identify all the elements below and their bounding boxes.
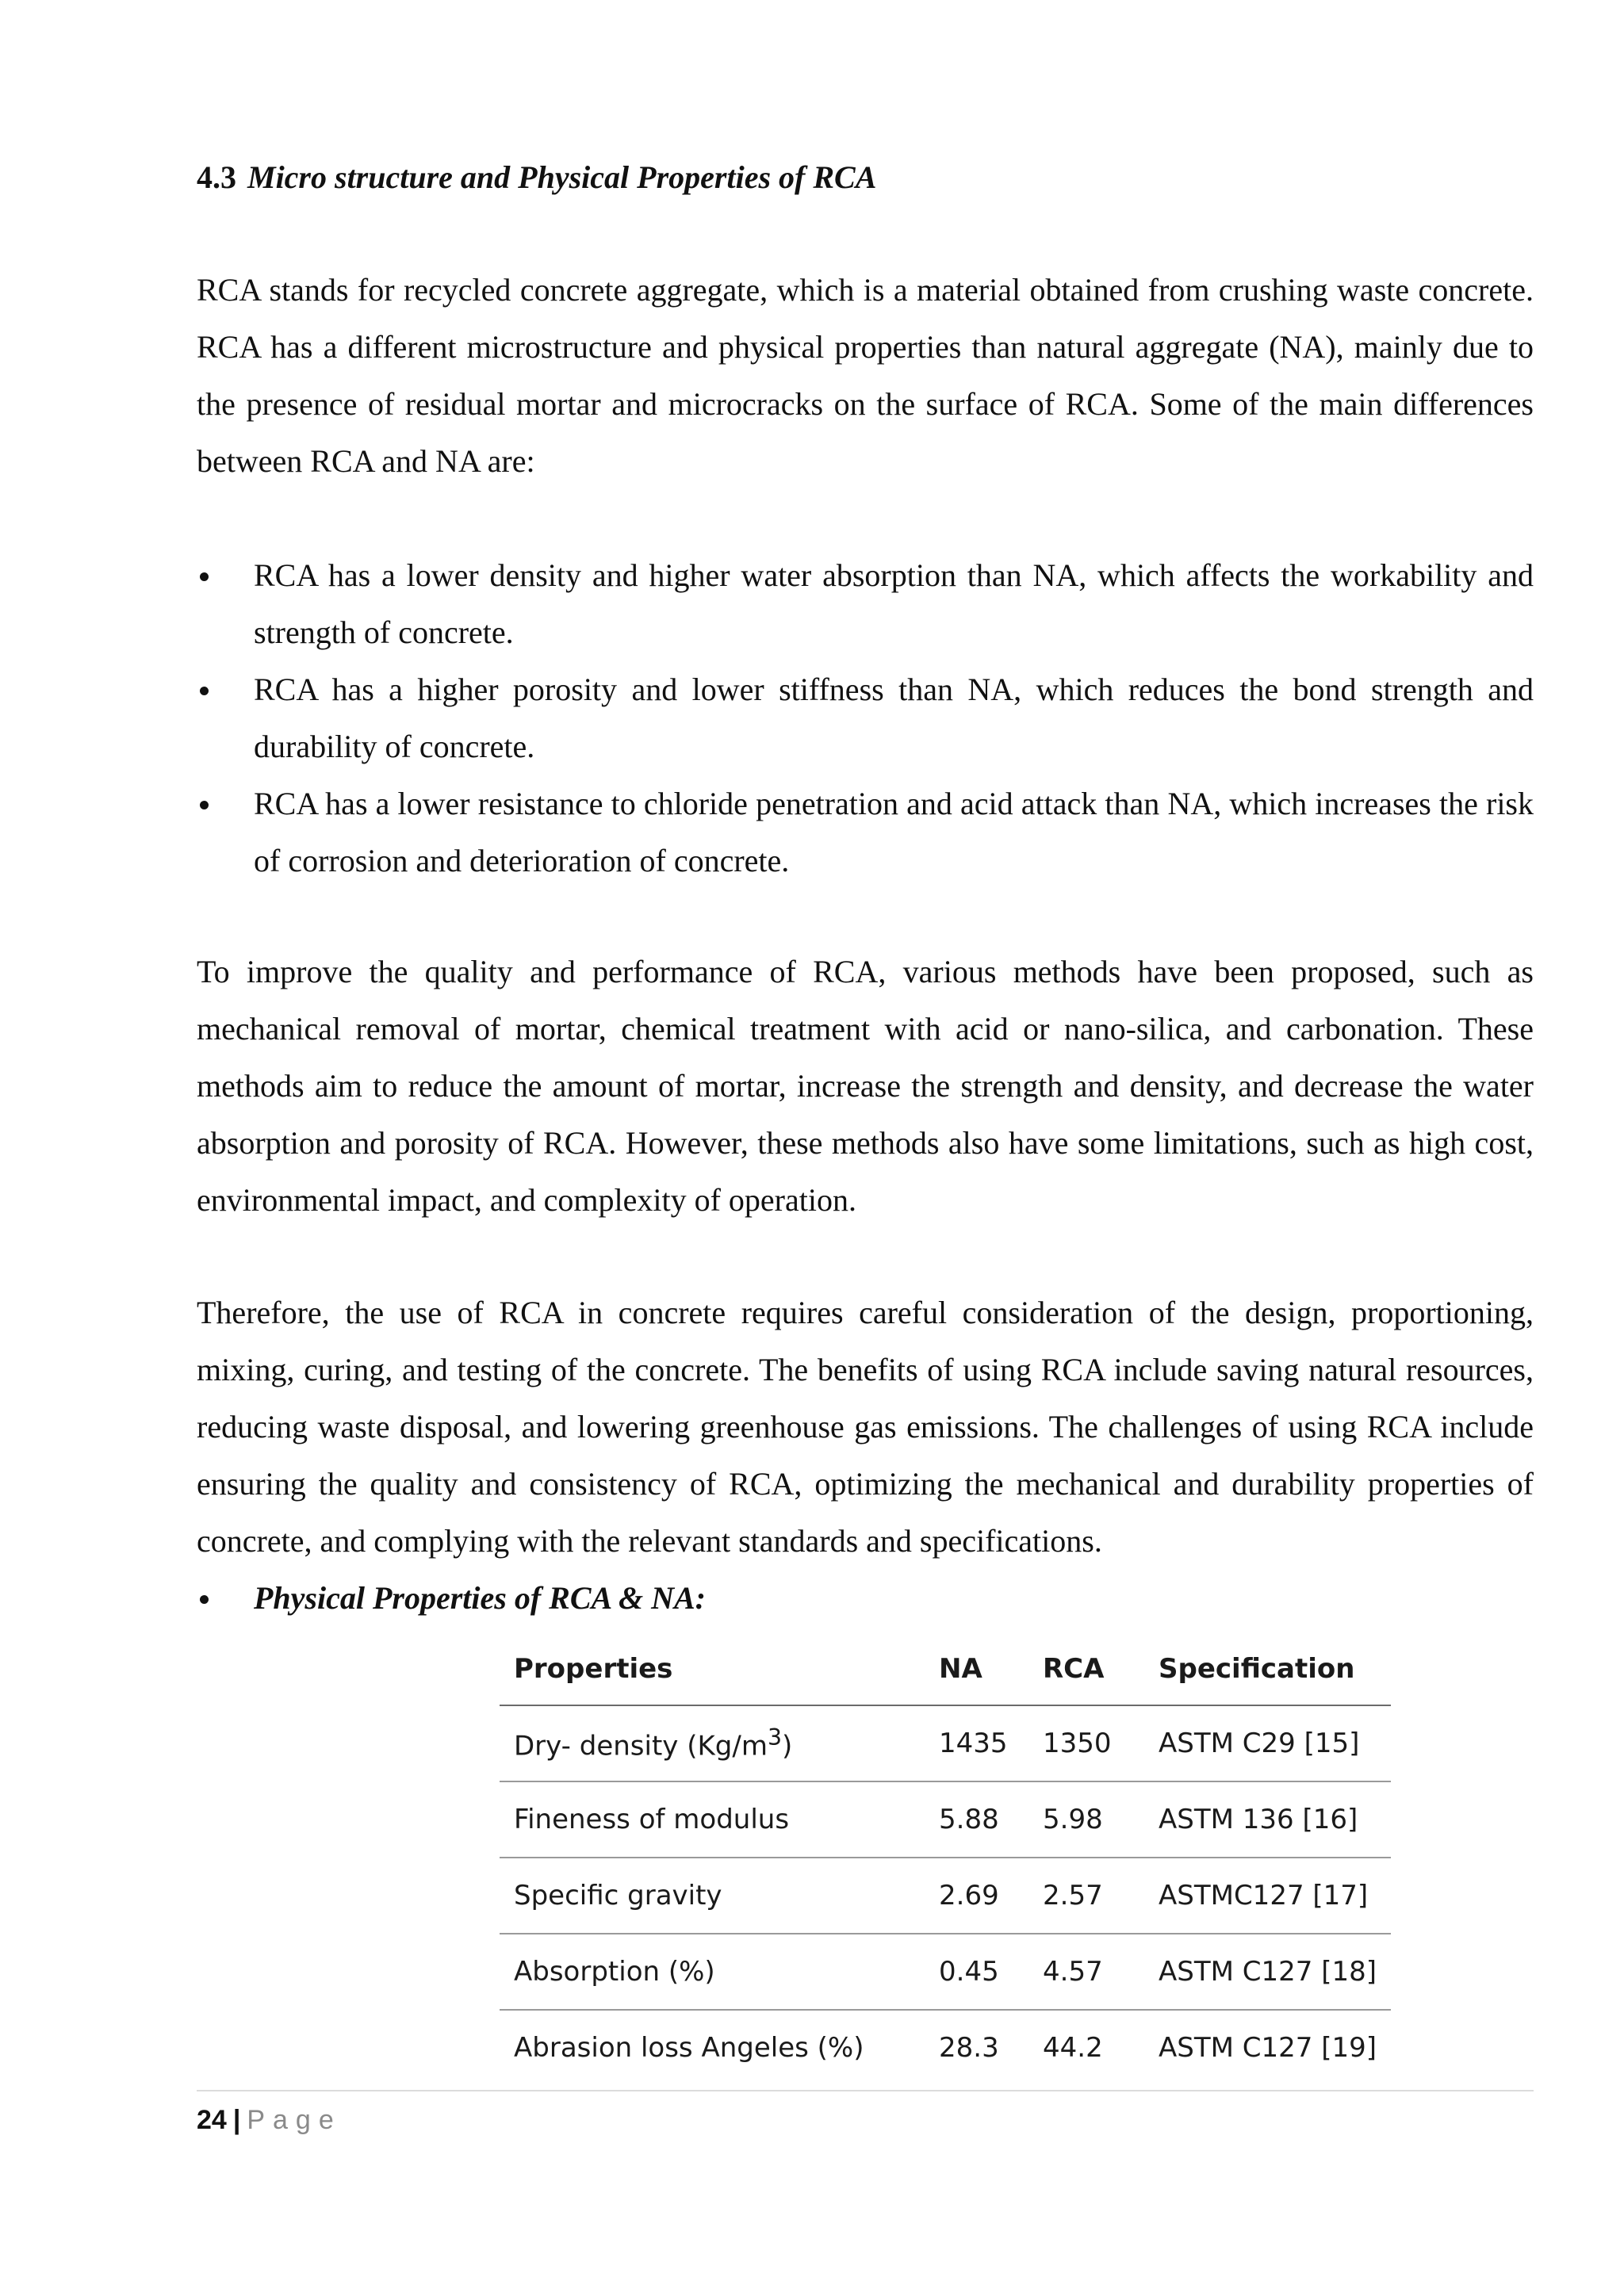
cell-property: Fineness of modulus [500, 1781, 925, 1858]
cell-na: 0.45 [925, 1934, 1028, 2010]
table-row [500, 1705, 1391, 1781]
table-row [500, 2010, 1391, 2085]
cell-na: 2.69 [925, 1858, 1028, 1934]
table-row [500, 1858, 1391, 1934]
footer-separator: | [232, 2105, 241, 2135]
header-specification: Specification [1144, 1633, 1391, 1705]
property-text: Dry- density (Kg/m [514, 1730, 768, 1762]
cell-spec: ASTM 136 [16] [1144, 1781, 1391, 1858]
page-label: Page [247, 2105, 342, 2135]
cell-rca: 44.2 [1043, 2032, 1103, 2064]
list-item [197, 661, 1534, 775]
table-header-row [500, 1633, 1391, 1705]
cell-rca: 2.57 [1028, 1858, 1144, 1934]
bullet-icon [200, 687, 209, 695]
cell-na: 5.88 [925, 1781, 1028, 1858]
cell-rca: 5.98 [1028, 1781, 1144, 1858]
cell-property: Specific gravity [500, 1858, 925, 1934]
intro-paragraph: RCA stands for recycled concrete aggregate, which is a material obtained from crushing waste concrete. RCA has a different microstructure and physical properties than natural aggregate (NA), mainly due to the presence of residual mortar and microcracks on the surface of RCA. Some of the main differences between RCA and NA are: [197, 272, 1534, 479]
section-heading [197, 155, 876, 200]
cell-rca: 1350 [1028, 1705, 1144, 1781]
cell-na: 1435 [925, 1705, 1028, 1781]
conclusion-paragraph: Therefore, the use of RCA in concrete requires careful consideration of the design, proportioning, mixing, curing, and testing of the concrete. The benefits of using RCA include saving natural resources, reducing waste disposal, and lowering greenhouse gas emissions. The challenges of using RCA include ensuring the quality and consistency of RCA, optimizing the mechanical and durability properties of concrete, and complying with the relevant standards and specifications. [197, 1295, 1534, 1559]
list-item [197, 775, 1534, 890]
list-item-text: RCA has a lower resistance to chloride penetration and acid attack than NA, which increases the risk of corrosion and deterioration of concrete. [254, 786, 1534, 878]
bullet-icon [200, 572, 209, 581]
list-item-text: RCA has a higher porosity and lower stiffness than NA, which reduces the bond strength and durability of concrete. [254, 672, 1534, 764]
table-row [500, 1781, 1391, 1858]
section-title: Micro structure and Physical Properties of RCA [247, 159, 877, 195]
cell-spec: ASTMC127 [17] [1144, 1858, 1391, 1934]
bullet-icon [200, 1595, 209, 1604]
cell-spec: ASTM C127 [19] [1159, 2032, 1377, 2064]
table-heading-label: Physical Properties of RCA & NA: [254, 1580, 706, 1616]
header-rca: RCA [1028, 1633, 1144, 1705]
list-item-text: RCA has a lower density and higher water absorption than NA, which affects the workability and strength of concrete. [254, 557, 1534, 650]
cell-spec: ASTM C127 [18] [1144, 1934, 1391, 2010]
cell-property [500, 1705, 925, 1781]
footer-divider [197, 2090, 1534, 2091]
property-superscript: 3 [767, 1724, 782, 1751]
header-properties: Properties [500, 1633, 925, 1705]
table-row [500, 1934, 1391, 2010]
cell-property: Absorption (%) [500, 1934, 925, 2010]
table-heading [197, 1570, 1534, 1627]
page-footer [197, 2103, 342, 2137]
section-number: 4.3 [197, 159, 236, 195]
differences-list [197, 547, 1534, 890]
property-tail: ) [781, 1730, 793, 1762]
header-na: NA [925, 1633, 1028, 1705]
properties-table [500, 1633, 1391, 2085]
bullet-icon [200, 801, 209, 809]
cell-spec: ASTM C29 [15] [1144, 1705, 1391, 1781]
list-item [197, 547, 1534, 661]
cell-na: 28.3 [939, 2032, 999, 2064]
improvement-paragraph: To improve the quality and performance of RCA, various methods have been proposed, such as mechanical removal of mortar, chemical treatment with acid or nano-silica, and carbonation. These methods aim to reduce the amount of mortar, increase the strength and density, and decrease the water absorption and porosity of RCA. However, these methods also have some limitations, such as high cost, environmental impact, and complexity of operation. [197, 954, 1534, 1218]
cell-rca: 4.57 [1028, 1934, 1144, 2010]
page-number: 24 [197, 2105, 227, 2135]
cell-property: Abrasion loss Angeles (%) [514, 2032, 864, 2064]
